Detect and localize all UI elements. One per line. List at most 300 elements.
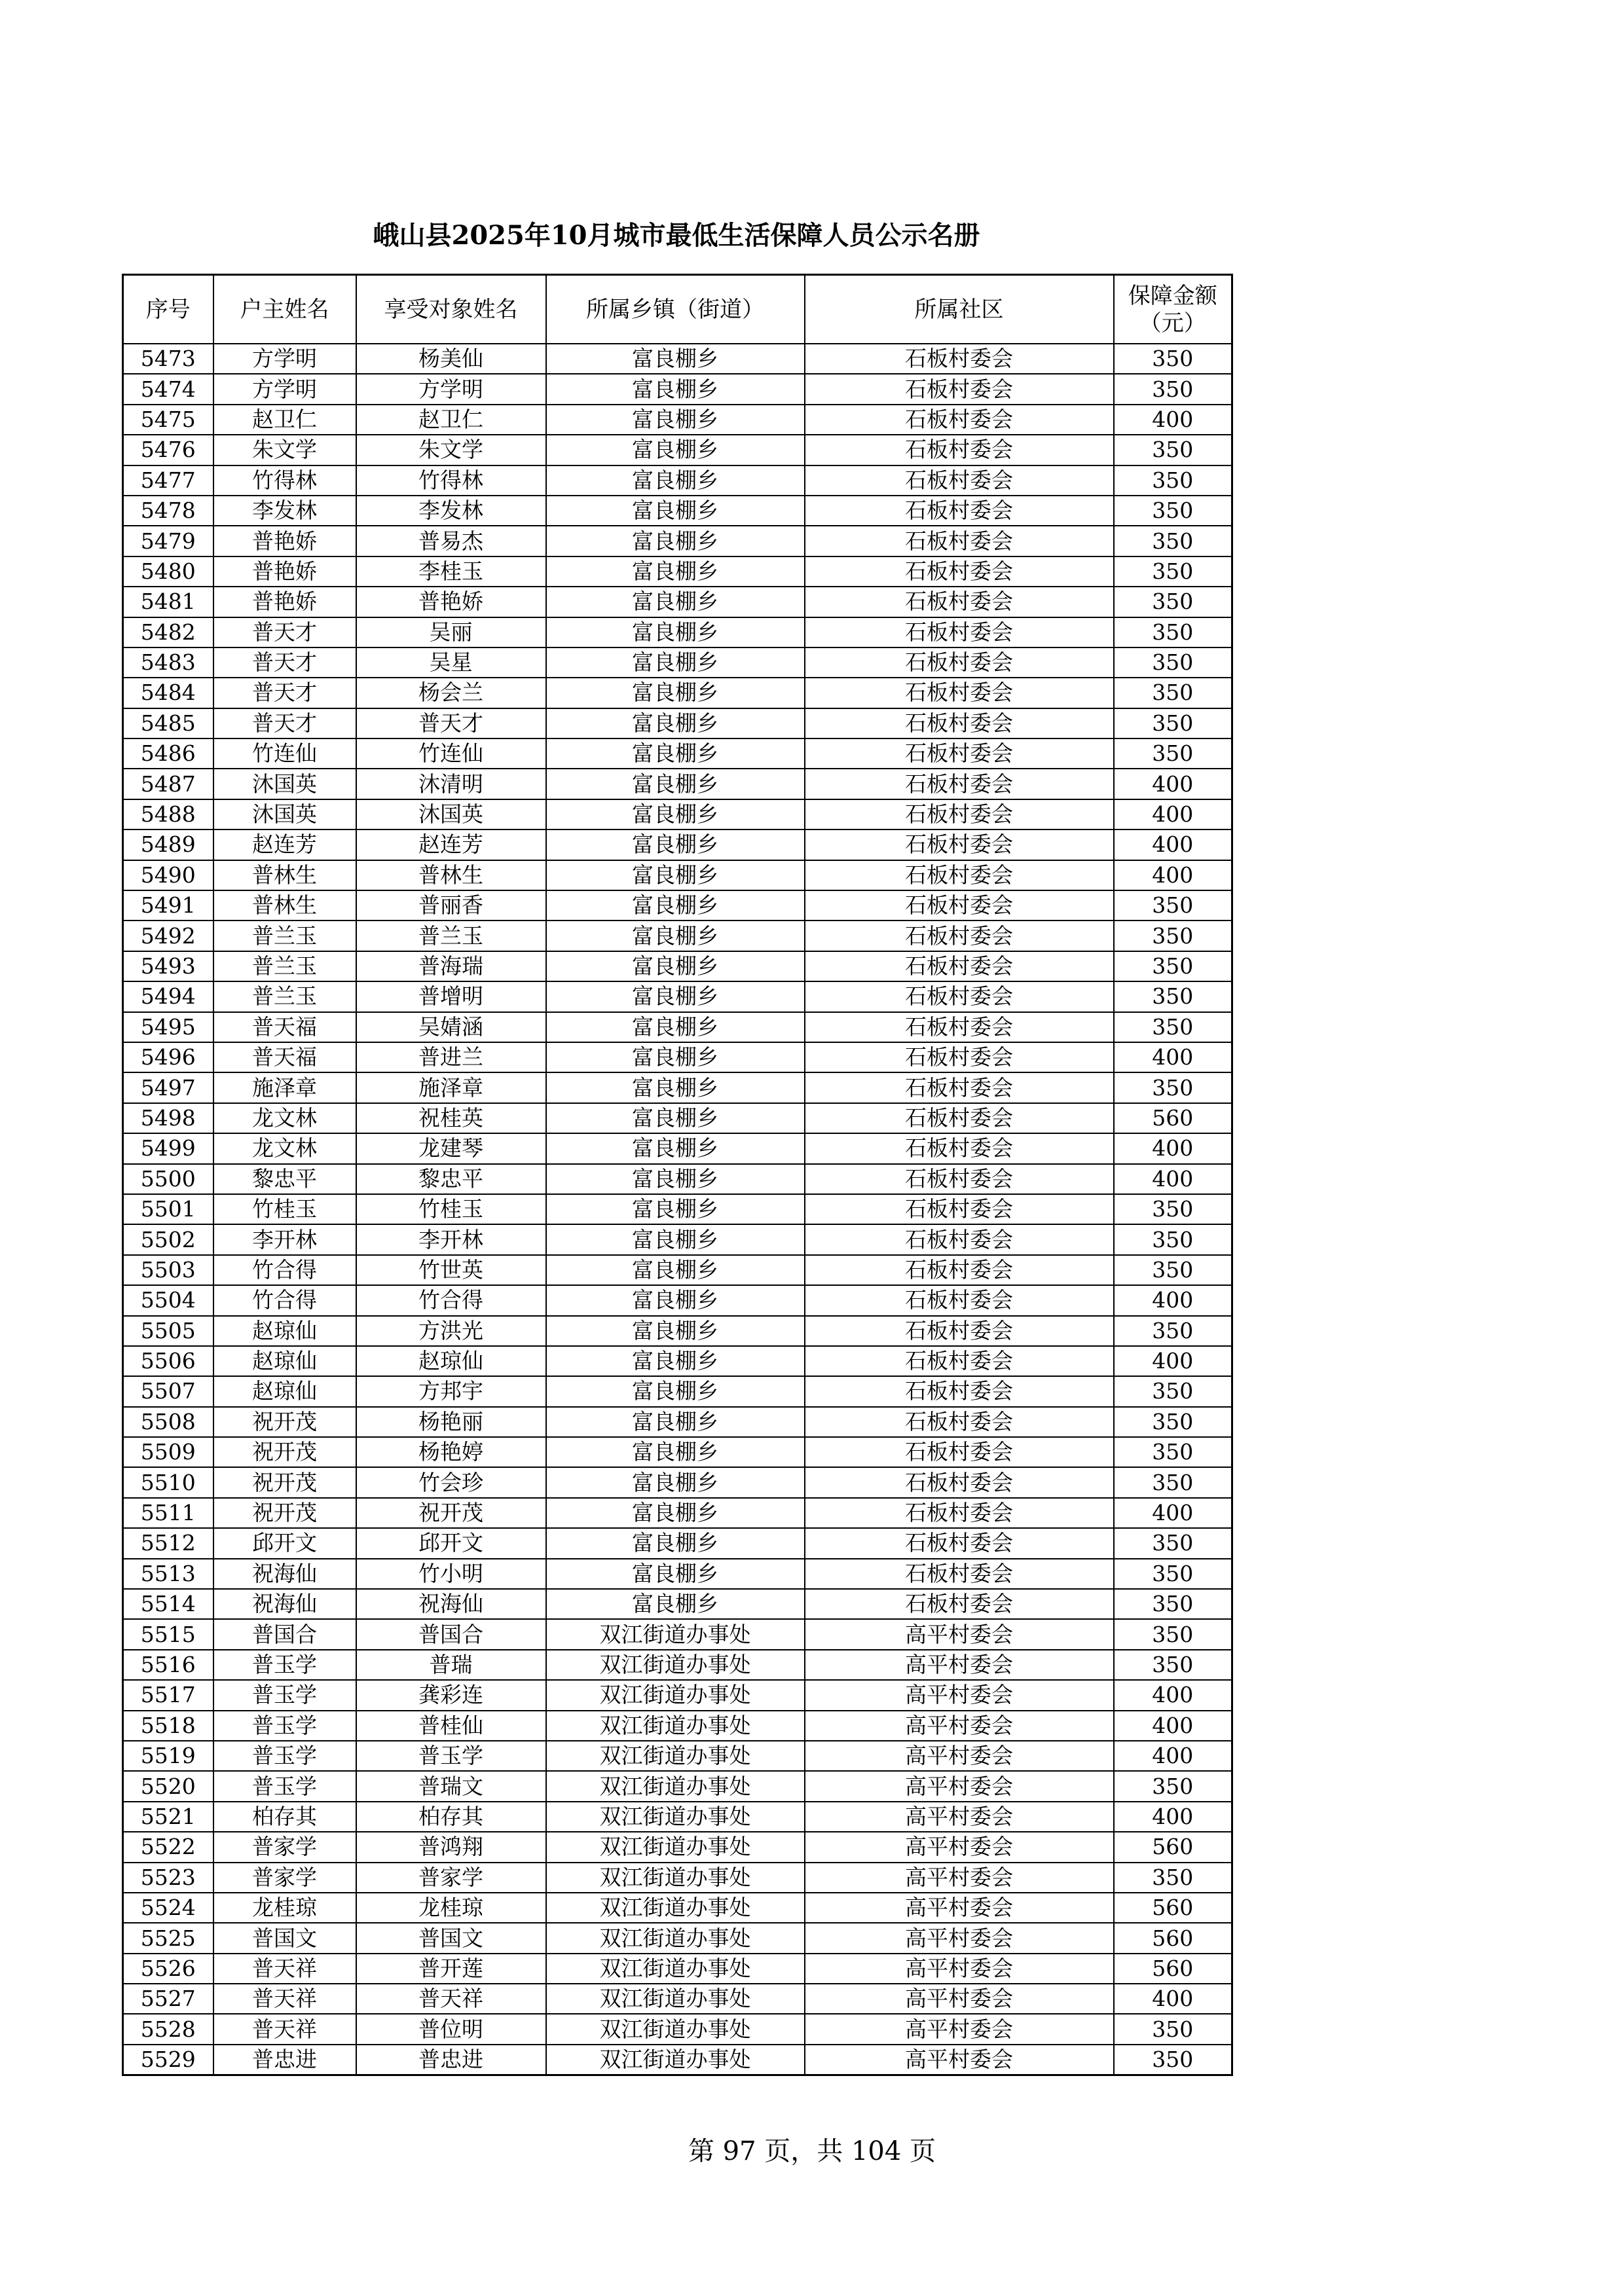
cell-householder-name: 普玉学 [213, 1680, 356, 1710]
cell-householder-name: 普玉学 [213, 1741, 356, 1771]
cell-community: 石板村委会 [805, 1407, 1114, 1437]
cell-community: 石板村委会 [805, 526, 1114, 556]
cell-beneficiary-name: 朱文学 [356, 435, 546, 465]
cell-amount: 350 [1114, 647, 1232, 678]
cell-amount: 350 [1114, 587, 1232, 617]
cell-community: 石板村委会 [805, 678, 1114, 708]
cell-serial-number: 5491 [123, 890, 213, 920]
cell-township: 双江街道办事处 [546, 1711, 805, 1741]
cell-amount: 350 [1114, 435, 1232, 465]
cell-serial-number: 5524 [123, 1893, 213, 1923]
cell-householder-name: 祝开茂 [213, 1407, 356, 1437]
cell-community: 石板村委会 [805, 1042, 1114, 1072]
cell-serial-number: 5500 [123, 1164, 213, 1194]
cell-serial-number: 5529 [123, 2045, 213, 2075]
cell-serial-number: 5482 [123, 617, 213, 647]
cell-serial-number: 5502 [123, 1224, 213, 1254]
cell-township: 富良棚乡 [546, 647, 805, 678]
cell-amount: 350 [1114, 1376, 1232, 1406]
cell-beneficiary-name: 李开林 [356, 1224, 546, 1254]
table-row [123, 1498, 1232, 1528]
table-row [123, 951, 1232, 981]
cell-serial-number: 5483 [123, 647, 213, 678]
cell-householder-name: 赵琼仙 [213, 1316, 356, 1346]
cell-community: 石板村委会 [805, 1255, 1114, 1285]
cell-beneficiary-name: 竹世英 [356, 1255, 546, 1285]
cell-township: 富良棚乡 [546, 1194, 805, 1224]
cell-amount: 350 [1114, 465, 1232, 496]
cell-township: 双江街道办事处 [546, 1771, 805, 1801]
table-row [123, 1407, 1232, 1437]
table-row [123, 1863, 1232, 1893]
cell-amount: 350 [1114, 1407, 1232, 1437]
cell-serial-number: 5488 [123, 799, 213, 829]
cell-serial-number: 5489 [123, 829, 213, 860]
cell-township: 双江街道办事处 [546, 1802, 805, 1832]
cell-serial-number: 5475 [123, 405, 213, 435]
table-row [123, 738, 1232, 769]
cell-community: 石板村委会 [805, 405, 1114, 435]
cell-township: 富良棚乡 [546, 405, 805, 435]
cell-township: 富良棚乡 [546, 587, 805, 617]
cell-beneficiary-name: 竹合得 [356, 1285, 546, 1315]
table-row [123, 1224, 1232, 1254]
table-row [123, 1802, 1232, 1832]
cell-beneficiary-name: 普瑞文 [356, 1771, 546, 1801]
table-row [123, 1589, 1232, 1619]
table-row [123, 920, 1232, 951]
cell-householder-name: 赵连芳 [213, 829, 356, 860]
cell-beneficiary-name: 竹桂玉 [356, 1194, 546, 1224]
cell-householder-name: 朱文学 [213, 435, 356, 465]
cell-beneficiary-name: 沐清明 [356, 769, 546, 799]
cell-householder-name: 赵卫仁 [213, 405, 356, 435]
cell-beneficiary-name: 赵琼仙 [356, 1346, 546, 1376]
cell-community: 石板村委会 [805, 1133, 1114, 1163]
cell-beneficiary-name: 吴婧涵 [356, 1012, 546, 1042]
cell-community: 高平村委会 [805, 1923, 1114, 1953]
cell-amount: 350 [1114, 1771, 1232, 1801]
table-row [123, 1346, 1232, 1376]
cell-amount: 350 [1114, 1650, 1232, 1680]
table-row [123, 465, 1232, 496]
cell-serial-number: 5494 [123, 981, 213, 1011]
cell-amount: 350 [1114, 1467, 1232, 1497]
cell-beneficiary-name: 竹连仙 [356, 738, 546, 769]
cell-householder-name: 祝海仙 [213, 1559, 356, 1589]
table-row [123, 1133, 1232, 1163]
cell-amount: 350 [1114, 556, 1232, 587]
cell-community: 高平村委会 [805, 1832, 1114, 1862]
cell-township: 富良棚乡 [546, 374, 805, 404]
cell-township: 富良棚乡 [546, 920, 805, 951]
cell-householder-name: 普玉学 [213, 1771, 356, 1801]
cell-amount: 350 [1114, 951, 1232, 981]
cell-township: 富良棚乡 [546, 465, 805, 496]
cell-community: 石板村委会 [805, 981, 1114, 1011]
cell-beneficiary-name: 普丽香 [356, 890, 546, 920]
cell-township: 富良棚乡 [546, 344, 805, 374]
cell-serial-number: 5510 [123, 1467, 213, 1497]
table-row [123, 1984, 1232, 2014]
cell-amount: 400 [1114, 1164, 1232, 1194]
header-amount: 保障金额（元） [1114, 275, 1232, 344]
cell-householder-name: 邱开文 [213, 1528, 356, 1558]
cell-beneficiary-name: 普天才 [356, 708, 546, 738]
cell-amount: 400 [1114, 1984, 1232, 2014]
cell-township: 双江街道办事处 [546, 1863, 805, 1893]
cell-township: 双江街道办事处 [546, 2014, 805, 2044]
table-row [123, 344, 1232, 374]
cell-amount: 350 [1114, 1255, 1232, 1285]
table-row [123, 1893, 1232, 1923]
table-row [123, 890, 1232, 920]
cell-community: 石板村委会 [805, 647, 1114, 678]
cell-serial-number: 5513 [123, 1559, 213, 1589]
cell-serial-number: 5493 [123, 951, 213, 981]
cell-amount: 350 [1114, 738, 1232, 769]
cell-beneficiary-name: 祝开茂 [356, 1498, 546, 1528]
cell-householder-name: 普家学 [213, 1832, 356, 1862]
cell-amount: 400 [1114, 799, 1232, 829]
cell-beneficiary-name: 普兰玉 [356, 920, 546, 951]
cell-serial-number: 5490 [123, 860, 213, 890]
table-row [123, 1528, 1232, 1558]
cell-township: 双江街道办事处 [546, 2045, 805, 2075]
cell-township: 双江街道办事处 [546, 1650, 805, 1680]
cell-amount: 400 [1114, 1741, 1232, 1771]
cell-serial-number: 5503 [123, 1255, 213, 1285]
cell-serial-number: 5525 [123, 1923, 213, 1953]
cell-serial-number: 5514 [123, 1589, 213, 1619]
cell-township: 双江街道办事处 [546, 1893, 805, 1923]
cell-township: 富良棚乡 [546, 829, 805, 860]
cell-householder-name: 李开林 [213, 1224, 356, 1254]
cell-beneficiary-name: 普玉学 [356, 1741, 546, 1771]
cell-community: 石板村委会 [805, 1103, 1114, 1133]
cell-community: 石板村委会 [805, 1528, 1114, 1558]
cell-community: 石板村委会 [805, 617, 1114, 647]
cell-amount: 350 [1114, 981, 1232, 1011]
cell-community: 高平村委会 [805, 2014, 1114, 2044]
table-row [123, 769, 1232, 799]
table-row [123, 1619, 1232, 1649]
cell-beneficiary-name: 吴星 [356, 647, 546, 678]
cell-beneficiary-name: 杨艳丽 [356, 1407, 546, 1437]
cell-amount: 350 [1114, 1863, 1232, 1893]
cell-township: 双江街道办事处 [546, 1954, 805, 1984]
cell-serial-number: 5486 [123, 738, 213, 769]
cell-amount: 350 [1114, 1316, 1232, 1346]
cell-amount: 350 [1114, 1072, 1232, 1102]
cell-beneficiary-name: 普桂仙 [356, 1711, 546, 1741]
cell-township: 双江街道办事处 [546, 1741, 805, 1771]
cell-beneficiary-name: 龚彩连 [356, 1680, 546, 1710]
table-row [123, 1376, 1232, 1406]
cell-township: 富良棚乡 [546, 1407, 805, 1437]
cell-community: 石板村委会 [805, 920, 1114, 951]
cell-amount: 400 [1114, 1346, 1232, 1376]
cell-beneficiary-name: 普海瑞 [356, 951, 546, 981]
cell-township: 富良棚乡 [546, 617, 805, 647]
table-row [123, 2014, 1232, 2044]
cell-community: 石板村委会 [805, 1376, 1114, 1406]
cell-community: 石板村委会 [805, 890, 1114, 920]
cell-amount: 350 [1114, 2014, 1232, 2044]
cell-beneficiary-name: 普开莲 [356, 1954, 546, 1984]
cell-community: 石板村委会 [805, 1589, 1114, 1619]
cell-serial-number: 5481 [123, 587, 213, 617]
cell-beneficiary-name: 吴丽 [356, 617, 546, 647]
header-community: 所属社区 [805, 275, 1114, 344]
cell-beneficiary-name: 赵卫仁 [356, 405, 546, 435]
cell-amount: 350 [1114, 1589, 1232, 1619]
cell-serial-number: 5512 [123, 1528, 213, 1558]
cell-serial-number: 5516 [123, 1650, 213, 1680]
table-row [123, 647, 1232, 678]
cell-serial-number: 5522 [123, 1832, 213, 1862]
cell-township: 富良棚乡 [546, 799, 805, 829]
cell-township: 双江街道办事处 [546, 1923, 805, 1953]
cell-township: 富良棚乡 [546, 496, 805, 526]
cell-beneficiary-name: 黎忠平 [356, 1164, 546, 1194]
cell-householder-name: 李发林 [213, 496, 356, 526]
cell-householder-name: 普天福 [213, 1012, 356, 1042]
cell-amount: 400 [1114, 405, 1232, 435]
cell-community: 石板村委会 [805, 1164, 1114, 1194]
cell-beneficiary-name: 杨艳婷 [356, 1437, 546, 1467]
cell-householder-name: 方学明 [213, 374, 356, 404]
table-row [123, 1042, 1232, 1072]
cell-community: 石板村委会 [805, 1012, 1114, 1042]
cell-householder-name: 普兰玉 [213, 981, 356, 1011]
cell-community: 石板村委会 [805, 1316, 1114, 1346]
cell-householder-name: 普兰玉 [213, 951, 356, 981]
cell-serial-number: 5508 [123, 1407, 213, 1437]
cell-householder-name: 祝开茂 [213, 1467, 356, 1497]
cell-amount: 400 [1114, 1802, 1232, 1832]
cell-beneficiary-name: 邱开文 [356, 1528, 546, 1558]
table-row [123, 2045, 1232, 2075]
cell-serial-number: 5498 [123, 1103, 213, 1133]
cell-amount: 400 [1114, 1680, 1232, 1710]
table-row [123, 1680, 1232, 1710]
cell-beneficiary-name: 施泽章 [356, 1072, 546, 1102]
cell-community: 石板村委会 [805, 465, 1114, 496]
cell-township: 富良棚乡 [546, 1042, 805, 1072]
cell-amount: 350 [1114, 1224, 1232, 1254]
table-row [123, 1316, 1232, 1346]
table-row [123, 526, 1232, 556]
table-row [123, 860, 1232, 890]
cell-amount: 560 [1114, 1923, 1232, 1953]
cell-township: 富良棚乡 [546, 1467, 805, 1497]
cell-township: 富良棚乡 [546, 981, 805, 1011]
table-row [123, 587, 1232, 617]
cell-serial-number: 5497 [123, 1072, 213, 1102]
header-beneficiary-name: 享受对象姓名 [356, 275, 546, 344]
cell-householder-name: 普天祥 [213, 1954, 356, 1984]
cell-community: 石板村委会 [805, 1224, 1114, 1254]
cell-serial-number: 5485 [123, 708, 213, 738]
cell-beneficiary-name: 杨会兰 [356, 678, 546, 708]
cell-amount: 400 [1114, 829, 1232, 860]
cell-community: 高平村委会 [805, 1863, 1114, 1893]
cell-amount: 560 [1114, 1954, 1232, 1984]
cell-serial-number: 5499 [123, 1133, 213, 1163]
cell-householder-name: 龙桂琼 [213, 1893, 356, 1923]
cell-beneficiary-name: 普鸿翔 [356, 1832, 546, 1862]
cell-amount: 350 [1114, 1437, 1232, 1467]
header-township: 所属乡镇（街道） [546, 275, 805, 344]
cell-township: 富良棚乡 [546, 738, 805, 769]
cell-serial-number: 5487 [123, 769, 213, 799]
cell-amount: 400 [1114, 860, 1232, 890]
cell-householder-name: 普艳娇 [213, 587, 356, 617]
cell-township: 富良棚乡 [546, 1528, 805, 1558]
cell-serial-number: 5480 [123, 556, 213, 587]
cell-householder-name: 普国合 [213, 1619, 356, 1649]
cell-householder-name: 普国文 [213, 1923, 356, 1953]
table-row [123, 1650, 1232, 1680]
cell-householder-name: 普兰玉 [213, 920, 356, 951]
cell-beneficiary-name: 普瑞 [356, 1650, 546, 1680]
cell-beneficiary-name: 柏存其 [356, 1802, 546, 1832]
cell-amount: 350 [1114, 374, 1232, 404]
table-row [123, 1012, 1232, 1042]
cell-community: 石板村委会 [805, 1346, 1114, 1376]
cell-community: 高平村委会 [805, 1711, 1114, 1741]
cell-householder-name: 普玉学 [213, 1650, 356, 1680]
cell-township: 富良棚乡 [546, 1498, 805, 1528]
cell-householder-name: 普天才 [213, 708, 356, 738]
cell-householder-name: 普天才 [213, 647, 356, 678]
cell-beneficiary-name: 龙建琴 [356, 1133, 546, 1163]
cell-beneficiary-name: 普国文 [356, 1923, 546, 1953]
cell-serial-number: 5504 [123, 1285, 213, 1315]
cell-serial-number: 5477 [123, 465, 213, 496]
cell-township: 富良棚乡 [546, 1589, 805, 1619]
cell-township: 富良棚乡 [546, 1103, 805, 1133]
cell-amount: 350 [1114, 2045, 1232, 2075]
cell-serial-number: 5476 [123, 435, 213, 465]
cell-serial-number: 5527 [123, 1984, 213, 2014]
cell-township: 富良棚乡 [546, 769, 805, 799]
cell-community: 石板村委会 [805, 951, 1114, 981]
table-row [123, 1255, 1232, 1285]
cell-serial-number: 5521 [123, 1802, 213, 1832]
cell-community: 石板村委会 [805, 496, 1114, 526]
cell-beneficiary-name: 沐国英 [356, 799, 546, 829]
cell-beneficiary-name: 普增明 [356, 981, 546, 1011]
cell-householder-name: 黎忠平 [213, 1164, 356, 1194]
table-row [123, 1923, 1232, 1953]
cell-householder-name: 龙文林 [213, 1133, 356, 1163]
cell-beneficiary-name: 普家学 [356, 1863, 546, 1893]
cell-community: 石板村委会 [805, 1285, 1114, 1315]
cell-beneficiary-name: 赵连芳 [356, 829, 546, 860]
cell-beneficiary-name: 普天祥 [356, 1984, 546, 2014]
cell-community: 石板村委会 [805, 1194, 1114, 1224]
cell-amount: 350 [1114, 1528, 1232, 1558]
cell-community: 高平村委会 [805, 1741, 1114, 1771]
cell-community: 石板村委会 [805, 374, 1114, 404]
cell-township: 富良棚乡 [546, 1559, 805, 1589]
cell-beneficiary-name: 普进兰 [356, 1042, 546, 1072]
cell-householder-name: 祝开茂 [213, 1498, 356, 1528]
cell-beneficiary-name: 普林生 [356, 860, 546, 890]
cell-householder-name: 竹得林 [213, 465, 356, 496]
cell-beneficiary-name: 方邦宇 [356, 1376, 546, 1406]
cell-serial-number: 5526 [123, 1954, 213, 1984]
cell-community: 石板村委会 [805, 587, 1114, 617]
table-row [123, 1954, 1232, 1984]
cell-township: 富良棚乡 [546, 435, 805, 465]
cell-community: 石板村委会 [805, 1498, 1114, 1528]
page-footer: 第 97 页，共 104 页 [688, 2136, 936, 2166]
cell-beneficiary-name: 竹得林 [356, 465, 546, 496]
table-row [123, 1832, 1232, 1862]
cell-township: 富良棚乡 [546, 1072, 805, 1102]
cell-householder-name: 龙文林 [213, 1103, 356, 1133]
cell-community: 石板村委会 [805, 1072, 1114, 1102]
cell-householder-name: 普天祥 [213, 1984, 356, 2014]
cell-amount: 560 [1114, 1832, 1232, 1862]
cell-township: 富良棚乡 [546, 1285, 805, 1315]
cell-amount: 560 [1114, 1893, 1232, 1923]
cell-serial-number: 5519 [123, 1741, 213, 1771]
header-serial-number: 序号 [123, 275, 213, 344]
cell-beneficiary-name: 祝海仙 [356, 1589, 546, 1619]
cell-amount: 350 [1114, 617, 1232, 647]
table-row [123, 556, 1232, 587]
cell-amount: 400 [1114, 1498, 1232, 1528]
cell-amount: 350 [1114, 1012, 1232, 1042]
cell-community: 高平村委会 [805, 1954, 1114, 1984]
cell-householder-name: 竹合得 [213, 1285, 356, 1315]
cell-householder-name: 沐国英 [213, 769, 356, 799]
cell-householder-name: 普玉学 [213, 1711, 356, 1741]
cell-amount: 350 [1114, 890, 1232, 920]
table-row [123, 1711, 1232, 1741]
cell-amount: 350 [1114, 678, 1232, 708]
cell-beneficiary-name: 李发林 [356, 496, 546, 526]
cell-community: 石板村委会 [805, 708, 1114, 738]
cell-township: 富良棚乡 [546, 1164, 805, 1194]
header-householder-name: 户主姓名 [213, 275, 356, 344]
cell-householder-name: 普天才 [213, 617, 356, 647]
cell-householder-name: 普天祥 [213, 2014, 356, 2044]
cell-serial-number: 5495 [123, 1012, 213, 1042]
cell-beneficiary-name: 普位明 [356, 2014, 546, 2044]
cell-householder-name: 竹连仙 [213, 738, 356, 769]
cell-community: 高平村委会 [805, 1680, 1114, 1710]
table-row [123, 1164, 1232, 1194]
table-row [123, 435, 1232, 465]
cell-householder-name: 普艳娇 [213, 556, 356, 587]
cell-beneficiary-name: 祝桂英 [356, 1103, 546, 1133]
cell-beneficiary-name: 普易杰 [356, 526, 546, 556]
cell-community: 高平村委会 [805, 1771, 1114, 1801]
cell-community: 高平村委会 [805, 1802, 1114, 1832]
cell-amount: 350 [1114, 1559, 1232, 1589]
cell-community: 石板村委会 [805, 769, 1114, 799]
cell-township: 双江街道办事处 [546, 1832, 805, 1862]
cell-township: 富良棚乡 [546, 1376, 805, 1406]
cell-householder-name: 祝开茂 [213, 1437, 356, 1467]
cell-community: 高平村委会 [805, 1984, 1114, 2014]
table-row [123, 1771, 1232, 1801]
